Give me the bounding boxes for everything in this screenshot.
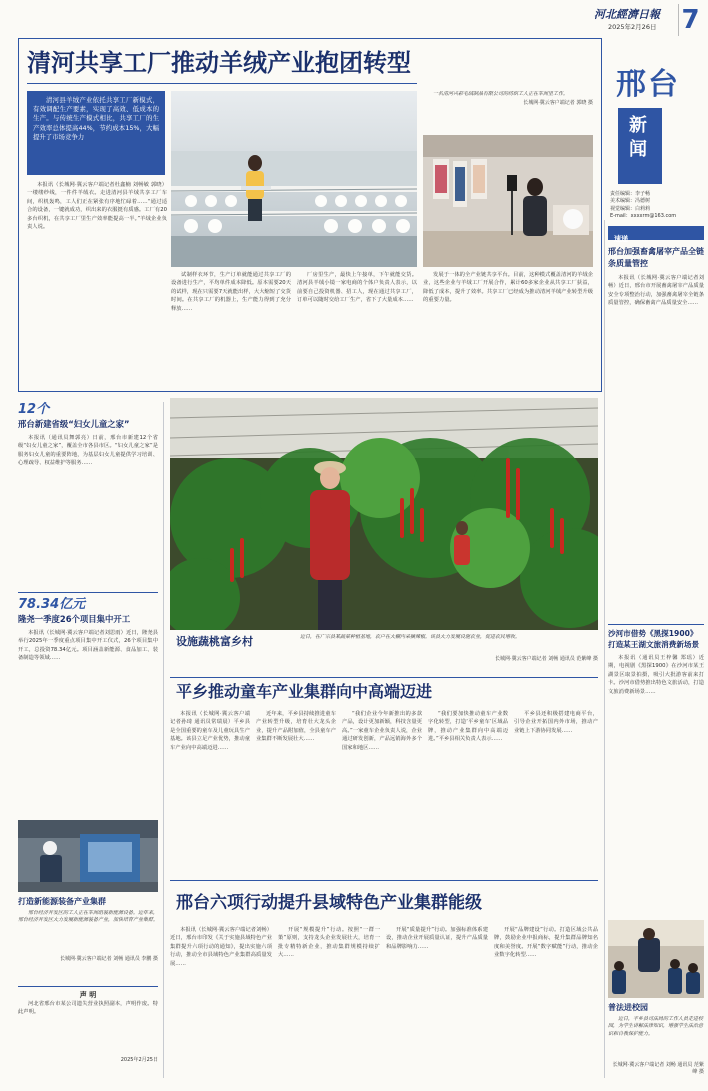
photo-story-credit: 长城网·冀云客户端记者 刘畅 通讯员 范紫峰 摄 [495, 656, 598, 662]
left-photo-title: 打造新能源装备产业集群 [18, 897, 106, 906]
masthead [592, 4, 706, 40]
right-news-1-body: 本报讯（长城网·冀云客户端记者刘畅）近日，邢台市开展畜禽屠宰产品质量安全专项整治行动，加强畜禽屠宰全链条质量管控，确保畜禽产品质量安全…… [608, 275, 704, 307]
notice-title: 声 明 [79, 991, 97, 999]
lead-photo-caption [423, 91, 593, 131]
bottom-article-body [170, 926, 598, 1078]
livestream-photo [423, 135, 593, 267]
bottom-body-col-1: 本报讯（长城网·冀云客户端记者刘畅）近日，邢台市印发《关于实施县域特色产业集群提升六项行动的通知》，提出实施六项行动，推动全市县域特色产业集群高质量发展…… [170, 927, 272, 967]
editor-2: 美术编辑：冯德树 [610, 198, 651, 205]
bottom-body-col-4: 开展“品牌建设”行动。打造区域公共品牌，鼓励企业申报商标，提升集群品牌知名度和美誉度。开展“数字赋能”行动，推动企业数字化转型…… [494, 927, 598, 959]
right-news-3-credit: 长城网·冀云客户端记者 刘畅 通讯员 范紫峰 摄 [612, 1062, 704, 1076]
mid-article-body [170, 710, 598, 878]
lead-summary-box [27, 91, 165, 175]
right-news-3-photo [608, 920, 704, 998]
right-tag-text: 速递 [614, 235, 628, 243]
notice-body: 河北省邢台市某公司遗失营业执照副本，声明作废。特此声明。 [18, 1001, 158, 1016]
right-news-1-title: 邢台加强畜禽屠宰产品全链条质量管控 [608, 247, 704, 268]
bottom-body-col-2: 开展“规模提升”行动。按照“一群一策”原则，支持龙头企业发展壮大，培育一批专精特新企业，推动集群规模持续扩大…… [278, 927, 380, 959]
right-news-2-body: 本报讯（通讯员王梓馨 郑瑶）近期，电视剧《黑探1900》在沙河市某王湖景区取景拍摄，吸引大批游客前来打卡。沙河市借势推出特色文旅活动，打造文旅消费新场景…… [608, 655, 704, 695]
right-news-3-caption-wrap [608, 1016, 704, 1078]
left-short-2-num: 78.34亿元 [18, 597, 86, 612]
left-photo-caption-wrap [18, 910, 158, 980]
left-short-2 [18, 597, 158, 817]
classroom-photo [608, 920, 704, 998]
right-divider-1 [608, 624, 704, 625]
left-photo-caption: 邢台经济开发区的工人正在车间组装新能源设备。近年来，邢台经济开发区大力发展新能源装备产业，加快培育产业集群。 [18, 910, 158, 924]
lead-col-4-wrap [423, 271, 593, 389]
lead-photo [171, 91, 417, 267]
right-column [608, 222, 704, 1078]
greenhouse-photo [170, 398, 598, 630]
lead-col-3-text: 厂房里生产，最快上午接单，下午就能交货。清河县羊绒小镜一家电商的个体户负责人表示，以前要自己投资机器、招工人，现在通过共享工厂，订单可以随时交给工厂生产，省下了大量成本…… [297, 272, 417, 304]
masthead-date: 2025年2月26日 [608, 23, 657, 31]
photo-story-caption: 近日，在广宗县某蔬菜种植基地，农户在大棚内采摘辣椒。该县大力发展设施农业，促进农民增收。 [300, 634, 521, 640]
equipment-factory-photo [18, 820, 158, 892]
lead-article [18, 38, 602, 392]
subsection-title: 新闻 [629, 115, 647, 160]
right-news-3-caption: 近日，平乡县司法局的工作人员走进校园，为学生讲解法律知识，增强学生法治意识和自我保护能力。 [608, 1016, 704, 1037]
lead-title: 清河共享工厂推动羊绒产业抱团转型 [27, 48, 411, 77]
mid-body-col-5: 平乡县还积极搭建电商平台，引导企业开拓国内外市场，推动产业链上下游协同发展…… [514, 711, 598, 734]
mid-body-col-2: 近年来，平乡县持续推进童车产业转型升级，培育壮大龙头企业，提升产品附加值，全县童车产业集群不断发展壮大…… [256, 711, 336, 743]
divider-v-left [163, 402, 164, 1078]
left-short-1 [18, 402, 158, 592]
lead-summary: 清河县羊绒产业依托共享工厂新模式，有效调配生产要素，实现了高效、低成本的生产。与传统生产模式相比，共享工厂的生产效率总体提高44%，节约成本15%，大幅提升了市场竞争力 [33, 96, 159, 141]
notice-date: 2025年2月25日 [120, 1057, 158, 1063]
right-news-3-title: 普法进校园 [608, 1003, 648, 1012]
mid-article-title: 平乡推动童车产业集群向中高端迈进 [176, 682, 433, 701]
photo-story-caption-wrap [290, 634, 598, 674]
lead-photo-2 [423, 135, 593, 267]
section-title: 邢台 [616, 67, 680, 102]
left-short-1-num: 12个 [18, 402, 50, 417]
left-photo [18, 820, 158, 892]
left-short-1-body: 本报讯（通讯员舞郭亮）日前，邢台市新建12个省级“妇女儿童之家”，覆盖全市各县市区。“妇女儿童之家”是服务妇女儿童的重要阵地，为基层妇女儿童提供学习培训、心理疏导、权益维护等服务…… [18, 435, 158, 467]
editor-3: 视觉编辑：白莉莉 [610, 205, 651, 212]
spinning-mill-photo [171, 91, 417, 267]
masthead-logo: 河北經濟日報 [594, 8, 660, 21]
lead-col-1: 本报讯（长城网·冀云客户端记者杜鑫楠 刘畅敏 郭晓）一缕缕纱线，一件件羊绒衣。走进清河县羊绒共享工厂车间，织机轰鸣，工人们正在紧张有序地忙碌着……“通过适合的设备，一键就成功，织出来的衣服挺有质感。工厂有20多台织机，在共享工厂里生产效率能提高一半。”羊绒企业负责人说。 [27, 182, 167, 231]
left-short-2-body: 本报讯（长城网·冀云客户端记者刘思雨）近日，隆尧县举行2025年一季度重点项目集中开工仪式，26个项目集中开工，总投资78.34亿元。项目涵盖新能源、食品加工、装备制造等领域…… [18, 630, 158, 662]
right-news-2-title: 沙河市借势《黑探1900》打造某王湖文旅消费新场景 [608, 629, 700, 649]
editors-box [610, 191, 704, 221]
bottom-article-rule [170, 880, 598, 881]
lead-col-2-text: 试制样衣环节，生产订单就能通过共享工厂的设备进行生产，平均单件成本降低。原本需要20天的试样，现在只需要7天就能出样，大大缩短了交货时间。在共享工厂的机器上，生产能力得到了充分释放…… [171, 272, 291, 312]
editor-email: E-mail：xxxxrm@163.com [610, 213, 677, 220]
right-tag [608, 226, 704, 243]
mid-body-col-1: 本报讯（长城网·冀云客户端记者孙琦 通讯员常瑞晨）平乡县是全国重要的童车及儿童玩具生产基地。该县立足产业优势，推动童车产业向中高端迈进…… [170, 711, 250, 751]
editor-1: 责任编辑：李子畅 [610, 191, 651, 197]
bottom-body-col-3: 开展“质量提升”行动。加强标准体系建设，推动企业开展质量认证，提升产品质量和品牌影响力…… [386, 927, 488, 950]
divider-v-right [604, 220, 605, 1078]
left-photo-credit: 长城网·冀云客户端记者 刘畅 通讯员 李鹏 摄 [60, 956, 158, 962]
subsection-block [618, 108, 662, 184]
lead-caption-credit: 长城网·冀云客户端记者 郭晓 摄 [523, 100, 593, 107]
lead-col-2 [171, 271, 417, 389]
lead-col-4: 发展于一体的全产业链共享平台。目前，这种模式覆盖清河的羊绒企业，这些企业与羊绒工厂开展合作，累计60多家企业从共享工厂获益，降低了成本，提升了效率。共享工厂已经成为推动清河羊绒产业转型升级的重要力量。 [423, 272, 593, 304]
photo-story-title: 设施蔬桃富乡村 [176, 635, 253, 648]
left-short-1-title: 邢台新建省级“妇女儿童之家” [18, 419, 130, 429]
lead-caption-text: 一名清河兴彩毛绒制品有限公司的纺织工人正在车间里工作。 [433, 91, 569, 97]
divider-left-1 [18, 592, 158, 593]
notice-box [18, 986, 158, 1076]
left-short-2-title: 隆尧一季度26个项目集中开工 [18, 614, 131, 624]
photo-story-image [170, 398, 598, 630]
bottom-article-title: 邢台六项行动提升县域特色产业集群能级 [176, 893, 482, 913]
mid-article-title-rule-top [170, 677, 598, 678]
section-banner [610, 64, 704, 220]
lead-title-underline [27, 83, 417, 84]
page-number: 7 [678, 4, 702, 36]
mid-body-col-3: “我们企业今年新推出的多款产品，设计更加新颖，科技含量更高。”一家童车企业负责人说，企业通过研发创新，产品远销海外多个国家和地区…… [342, 711, 422, 751]
mid-body-col-4: “我们要加快推动童车产业数字化转型，打造‘平乡童车’区域品牌，推动产业集群向中高端迈进。”平乡县相关负责人表示…… [428, 711, 508, 743]
